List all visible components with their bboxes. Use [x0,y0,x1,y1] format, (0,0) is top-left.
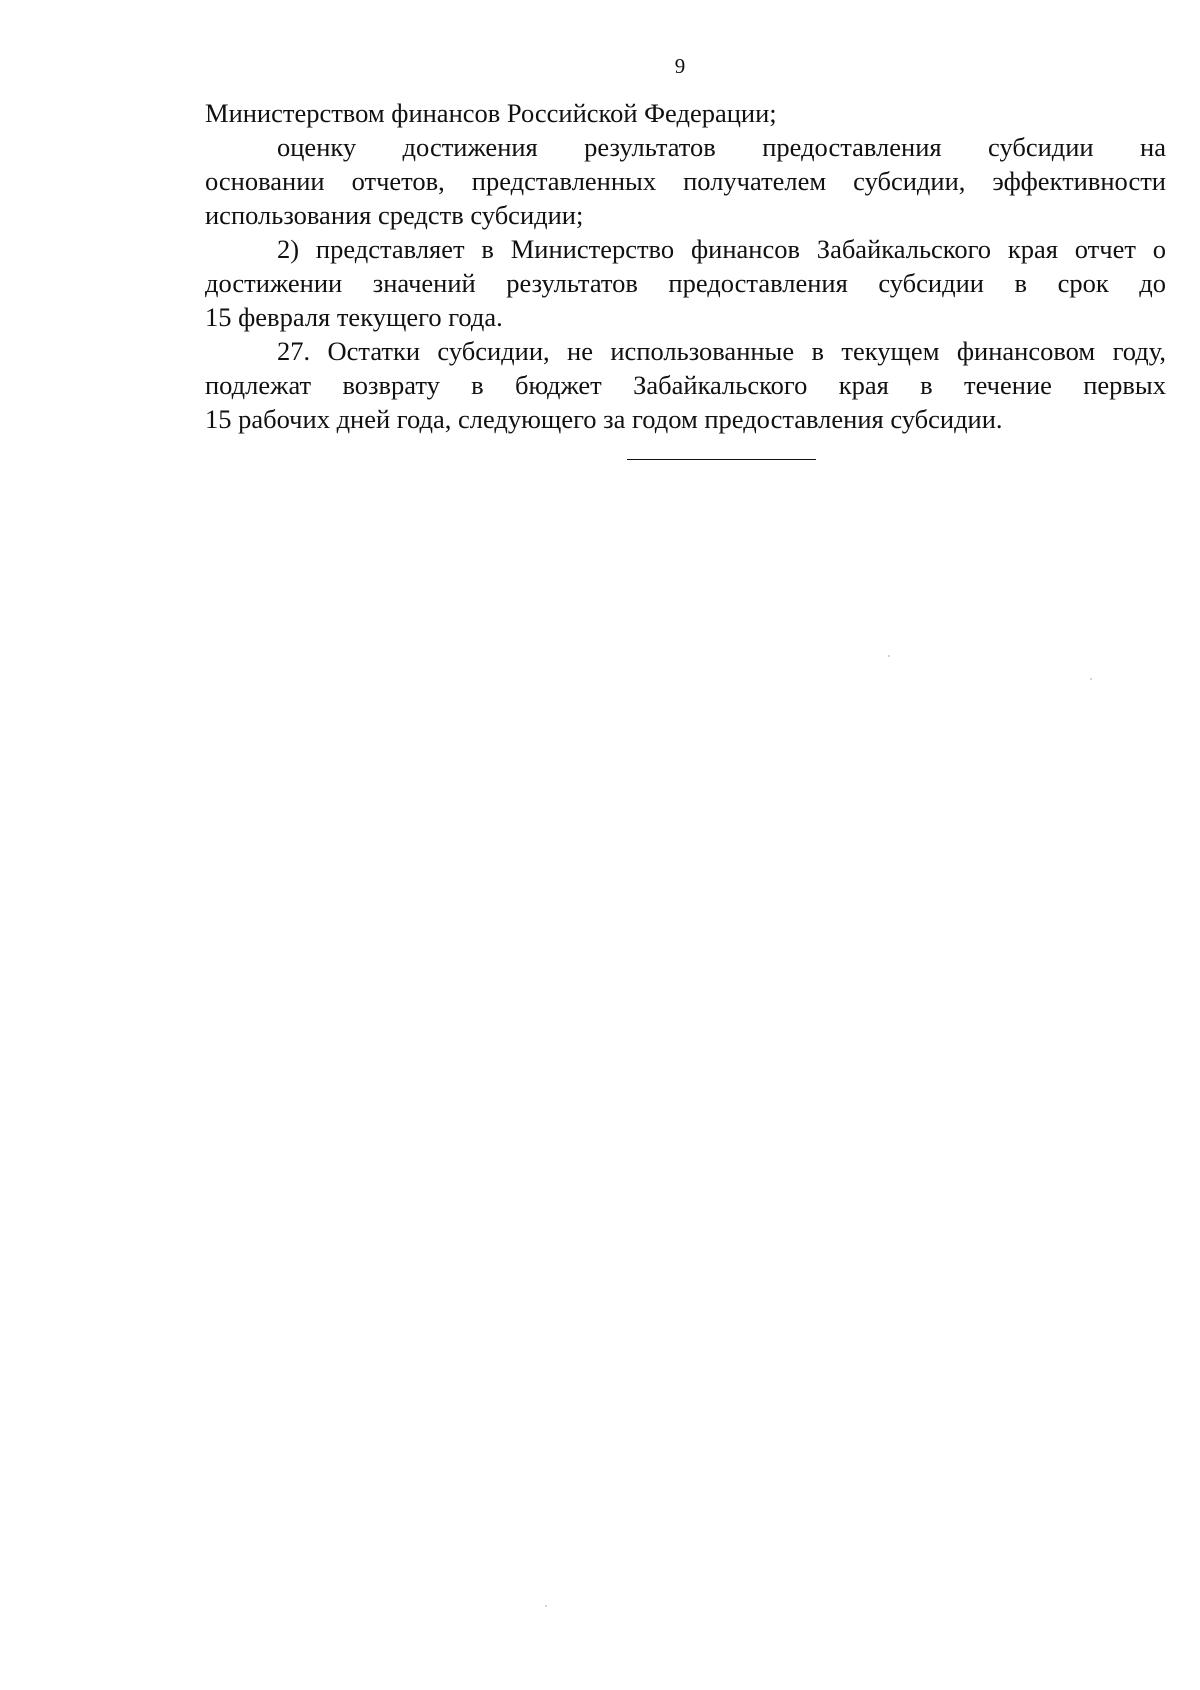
end-of-document-rule [627,459,816,460]
document-body [205,96,1166,436]
scan-speck [1090,678,1092,680]
text-line: 15 февраля текущего года. [205,302,503,332]
scan-speck [545,1605,547,1607]
text-line: 27. Остатки субсидии, не использованные в текущем финансовом году, [277,336,1166,366]
text-line: подлежат возврату в бюджет Забайкальского края в течение первых [205,370,1166,400]
paragraph-report-submission [205,232,1166,334]
text-line: оценку достижения результатов предоставления субсидии на [277,132,1166,162]
scan-speck [888,655,890,657]
text-line: использования средств субсидии; [205,200,584,230]
paragraph-27-subsidy-remainder [205,334,1166,436]
paragraph-ministry-reference [205,96,1166,130]
text-line: достижении значений результатов предоставления субсидии в срок до [205,268,1166,298]
text-line: 2) представляет в Министерство финансов Забайкальского края отчет о [277,234,1166,264]
text-line: 15 рабочих дней года, следующего за годом предоставления субсидии. [205,404,1003,434]
page-number: 9 [674,54,686,78]
paragraph-evaluation [205,130,1166,232]
text-line: Министерством финансов Российской Федерации; [205,98,777,128]
text-line: основании отчетов, представленных получателем субсидии, эффективности [205,166,1166,196]
